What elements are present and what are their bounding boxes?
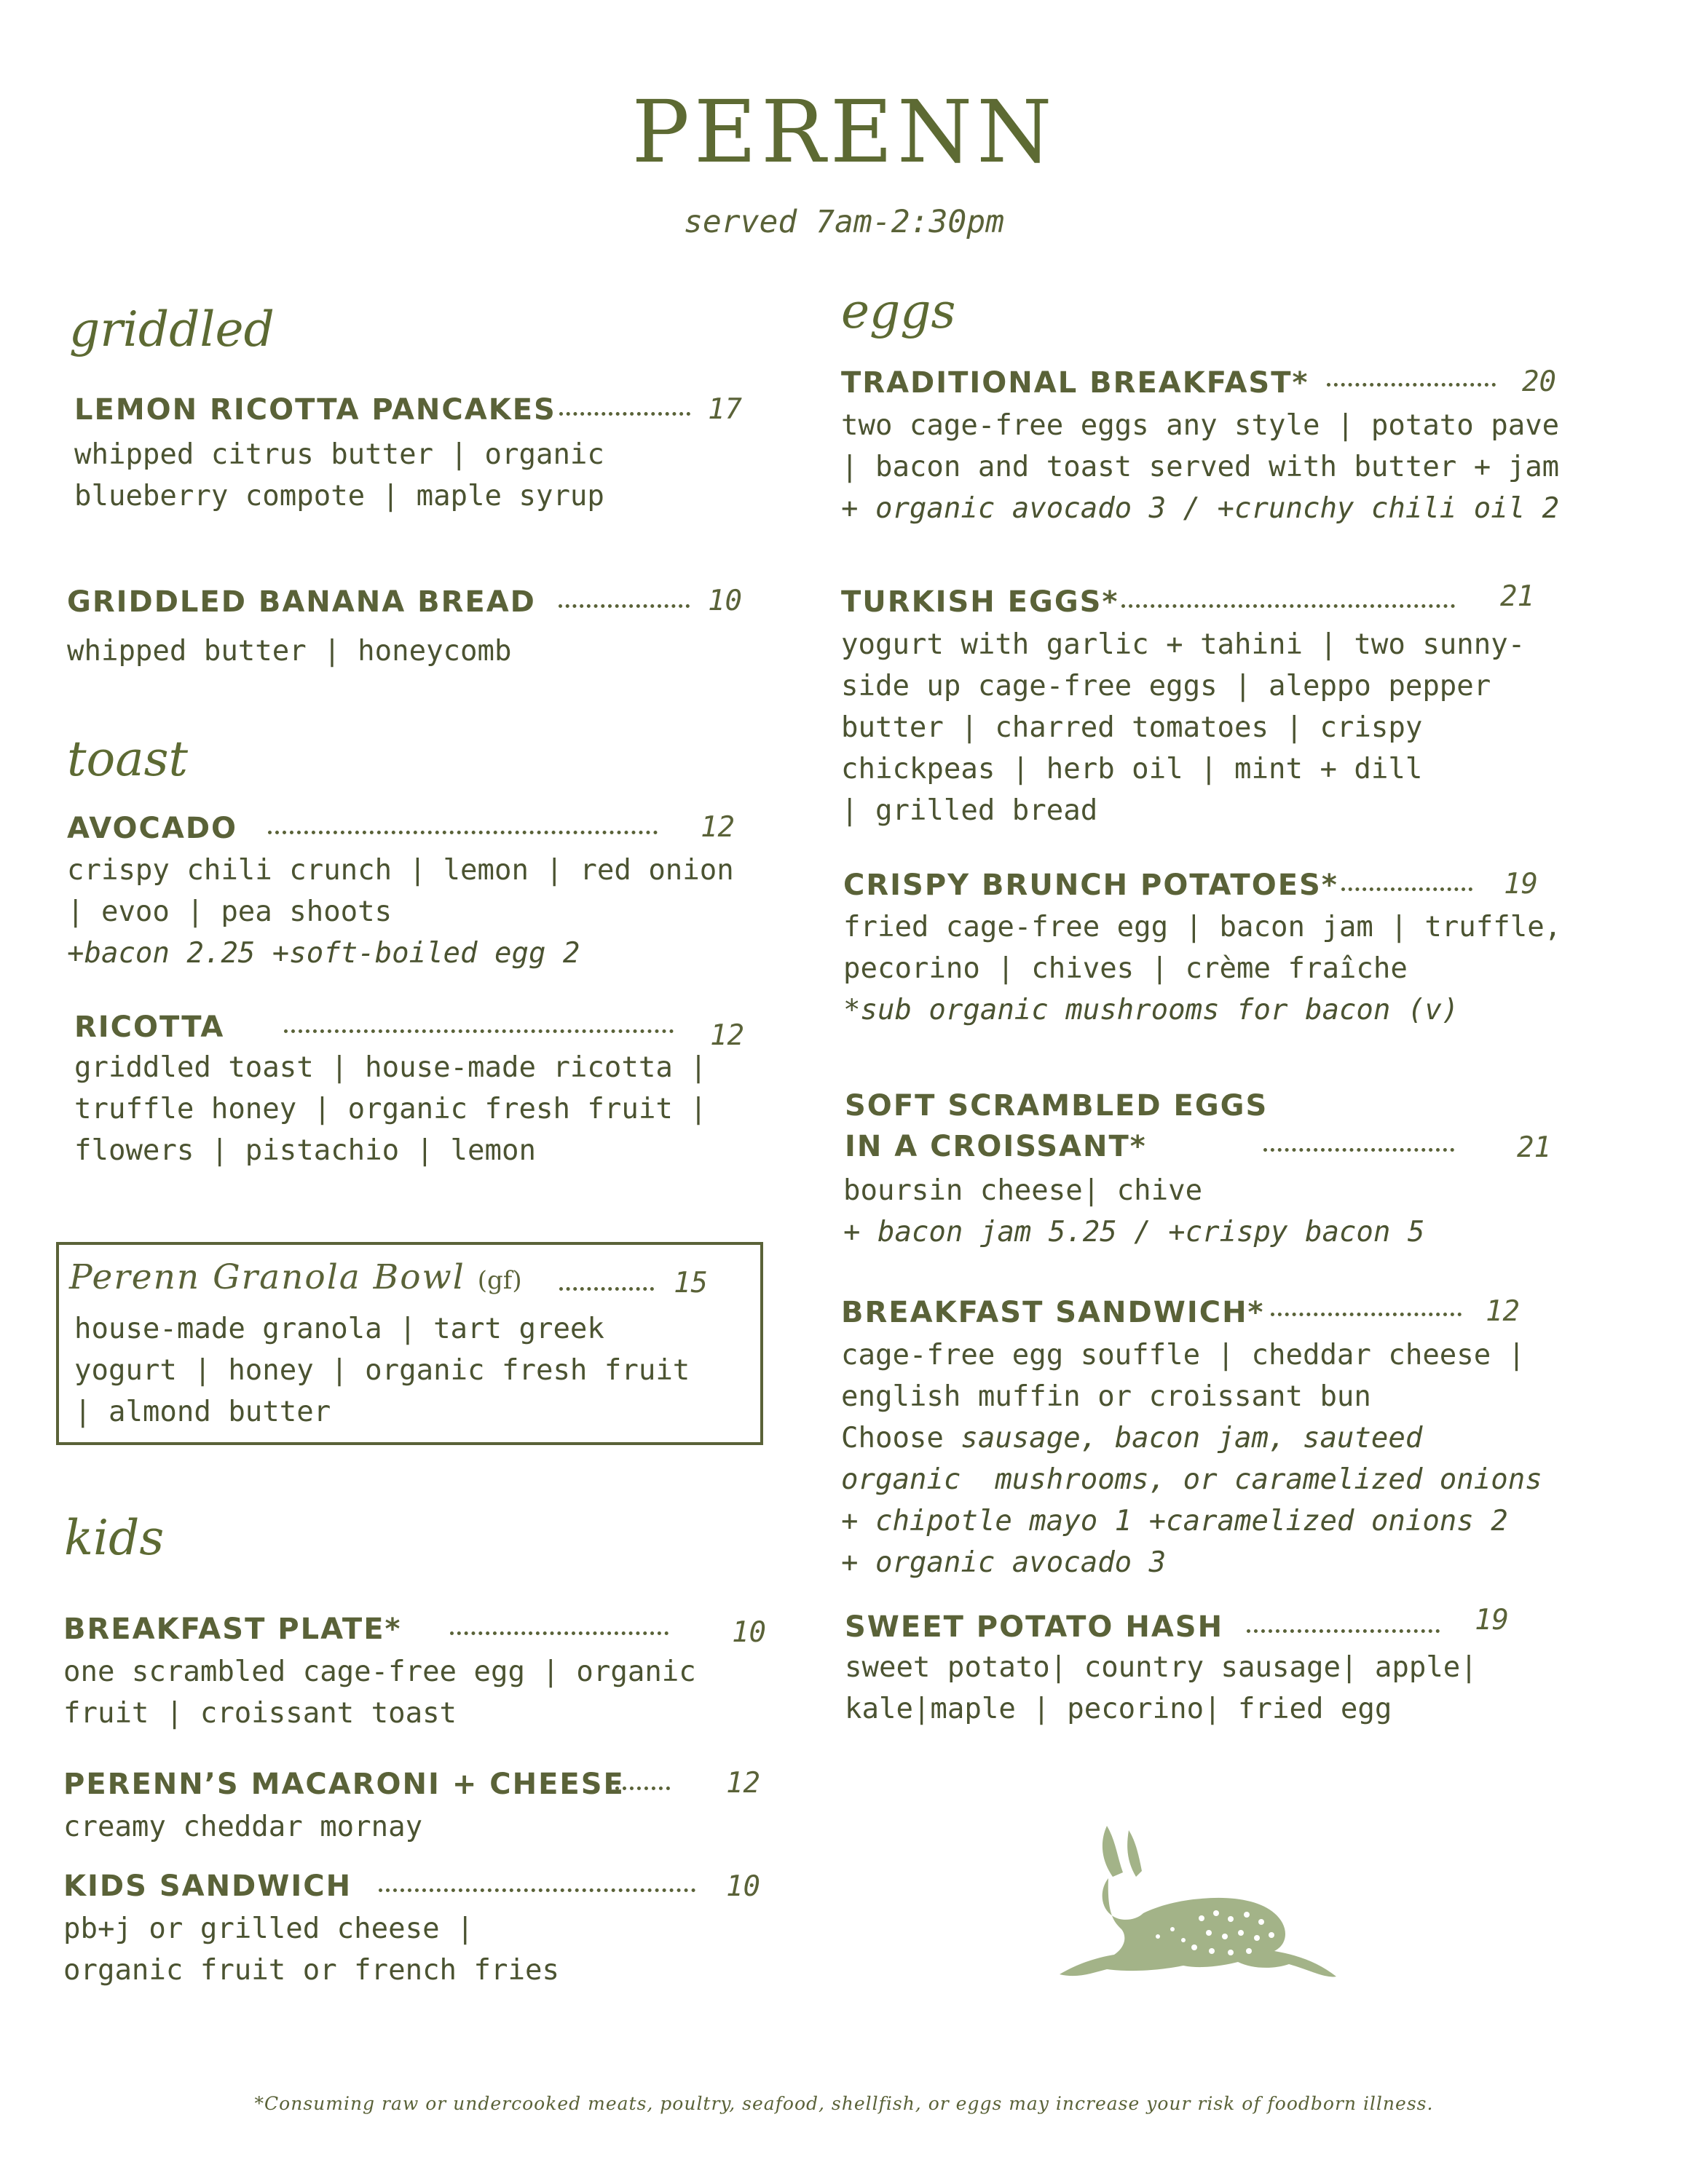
item-name-traditional-breakfast: TRADITIONAL BREAKFAST* <box>841 366 1309 400</box>
item-price: 20 <box>1522 365 1556 398</box>
leader-dots <box>379 1888 695 1892</box>
item-price: 10 <box>726 1870 760 1903</box>
leader-dots <box>608 1787 670 1790</box>
item-name-perenn-granola-bowl: Perenn Granola Bowl (gf) <box>69 1257 522 1297</box>
restaurant-name: PERENN <box>631 82 1057 182</box>
item-name-perenns-macaroni-cheese: PERENN’S MACARONI + CHEESE <box>63 1768 625 1801</box>
item-price: 10 <box>708 585 742 617</box>
item-price: 12 <box>726 1767 760 1800</box>
item-name-avocado: AVOCADO <box>67 812 238 845</box>
item-description: sweet potato| country sausage| apple| kale|maple | pecorino| fried egg <box>845 1651 1478 1725</box>
item-description: griddled toast | house-made ricotta | truffle honey | organic fresh fruit | flowers | pistachio | lemon <box>74 1051 707 1167</box>
leader-dots <box>1341 887 1472 891</box>
item-description: whipped citrus butter | organic blueberry compote | maple syrup <box>74 438 604 513</box>
item-description: cage-free egg souffle | cheddar cheese | english muffin or croissant bun Choose sausage, bacon jam, sauteed organic mushrooms, or caramelized onions + chipotle mayo 1 +caramelized onions 2 + organic avocado 3 <box>841 1339 1542 1579</box>
leader-dots <box>1327 383 1496 387</box>
item-name-turkish-eggs: TURKISH EGGS* <box>841 585 1119 619</box>
food-safety-disclaimer: *Consuming raw or undercooked meats, poultry, seafood, shellfish, or eggs may increase your risk of foodborn illness. <box>254 2093 1434 2114</box>
item-price: 21 <box>1500 580 1534 613</box>
leader-dots <box>1247 1629 1440 1633</box>
item-price: 12 <box>1486 1295 1520 1328</box>
item-name-soft-scrambled-eggs: SOFT SCRAMBLED EGGS IN A CROISSANT* <box>845 1089 1269 1163</box>
leader-dots <box>1271 1313 1462 1316</box>
item-name-breakfast-sandwich: BREAKFAST SANDWICH* <box>841 1296 1265 1329</box>
item-name-sweet-potato-hash: SWEET POTATO HASH <box>845 1610 1224 1644</box>
item-price: 19 <box>1504 868 1538 901</box>
item-name-ricotta: RICOTTA <box>74 1010 225 1044</box>
item-description: crispy chili crunch | lemon | red onion | evoo | pea shoots +bacon 2.25 +soft-boiled egg 2 <box>67 854 734 970</box>
leader-dots <box>1121 604 1455 608</box>
item-description: whipped butter | honeycomb <box>67 635 512 668</box>
item-description: boursin cheese| chive + bacon jam 5.25 / +crispy bacon 5 <box>843 1174 1425 1249</box>
leader-dots <box>559 412 690 416</box>
item-description: one scrambled cage-free egg | organic fruit | croissant toast <box>63 1655 696 1730</box>
item-price: 10 <box>732 1616 766 1649</box>
item-name-griddled-banana-bread: GRIDDLED BANANA BREAD <box>67 585 536 619</box>
section-kids: kids <box>64 1510 165 1566</box>
leader-dots <box>450 1631 669 1635</box>
item-price: 12 <box>701 811 735 844</box>
item-price: 21 <box>1517 1131 1551 1164</box>
section-eggs: eggs <box>841 283 956 339</box>
item-description: creamy cheddar mornay <box>63 1811 423 1843</box>
leader-dots <box>268 831 658 834</box>
leaping-rabbit-icon <box>1056 1820 1347 1987</box>
item-description: pb+j or grilled cheese | organic fruit or french fries <box>63 1912 559 1987</box>
item-description: two cage-free eggs any style | potato pave | bacon and toast served with butter + jam + organic avocado 3 / +crunchy chili oil 2 <box>841 409 1560 525</box>
item-price: 19 <box>1475 1604 1509 1637</box>
service-hours: served 7am-2:30pm <box>683 204 1005 240</box>
item-price: 17 <box>708 393 742 426</box>
item-price: 15 <box>674 1267 708 1299</box>
leader-dots <box>1263 1148 1454 1152</box>
leader-dots <box>559 604 690 608</box>
section-griddled: griddled <box>69 301 275 357</box>
section-toast: toast <box>67 731 188 787</box>
item-description: fried cage-free egg | bacon jam | truffle, pecorino | chives | crème fraîche *sub organic mushrooms for bacon (v) <box>843 911 1562 1026</box>
leader-dots <box>559 1287 654 1291</box>
gluten-free-tag: (gf) <box>477 1266 522 1295</box>
item-name-kids-sandwich: KIDS SANDWICH <box>63 1870 352 1903</box>
item-description: yogurt with garlic + tahini | two sunny- side up cage-free eggs | aleppo pepper butter | charred tomatoes | crispy chickpeas | herb oil | mint + dill | grilled bread <box>841 628 1526 827</box>
item-name-crispy-brunch-potatoes: CRISPY BRUNCH POTATOES* <box>843 869 1338 902</box>
item-price: 12 <box>710 1019 744 1052</box>
item-description: house-made granola | tart greek yogurt | honey | organic fresh fruit | almond butter <box>74 1313 690 1428</box>
leader-dots <box>284 1029 674 1033</box>
item-name-lemon-ricotta-pancakes: LEMON RICOTTA PANCAKES <box>74 393 556 427</box>
item-name-breakfast-plate: BREAKFAST PLATE* <box>63 1613 402 1646</box>
